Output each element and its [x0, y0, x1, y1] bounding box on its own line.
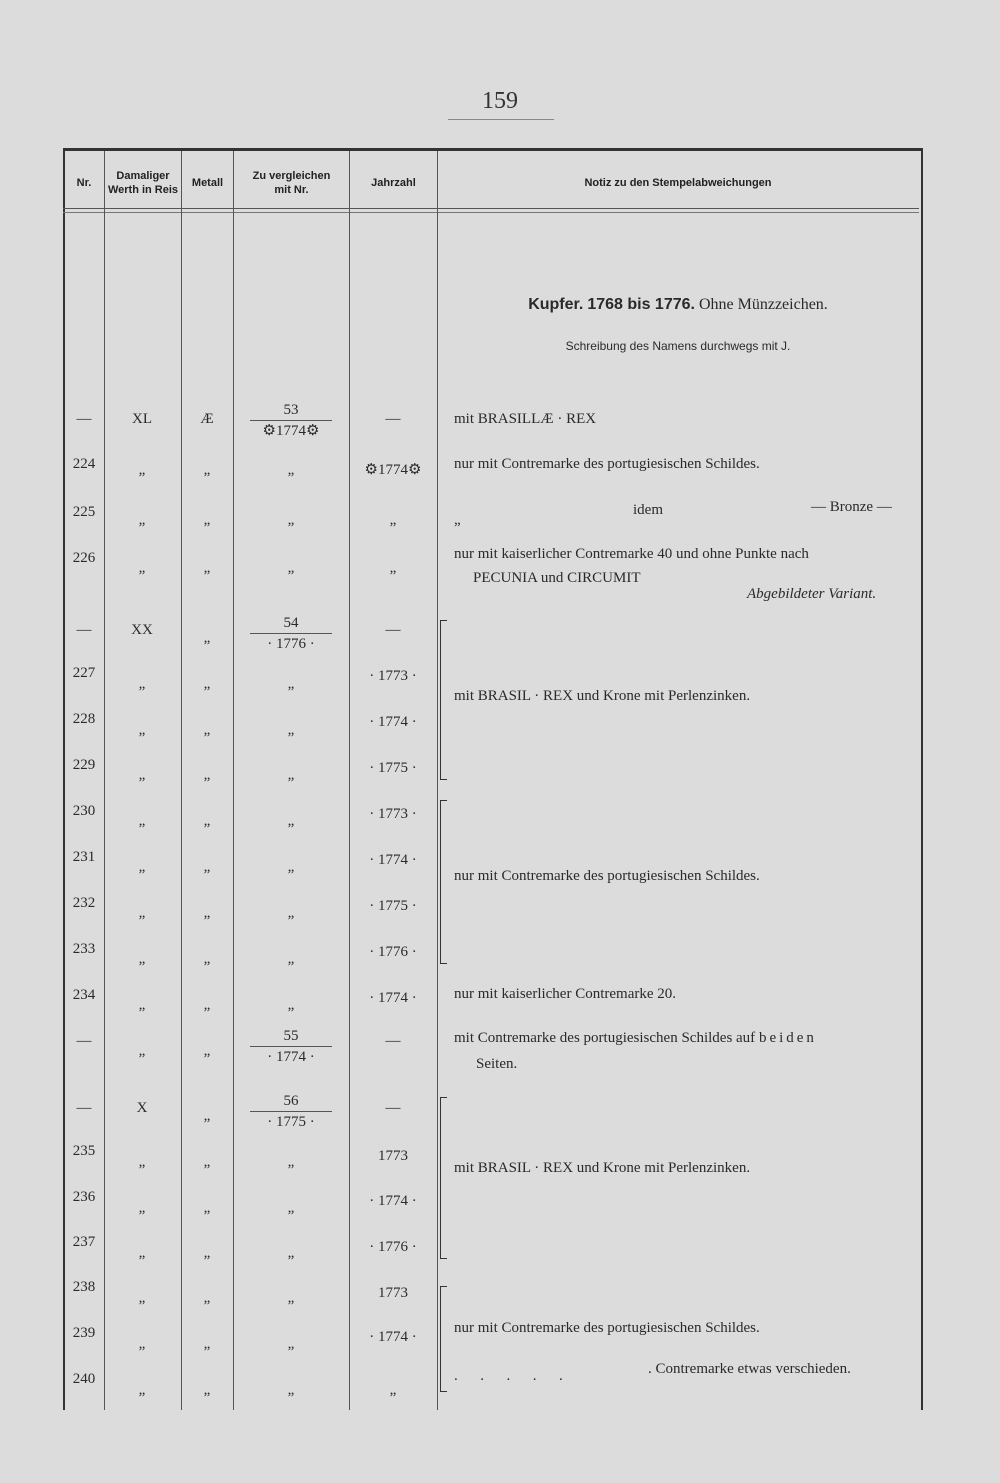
cell-vergleichen	[250, 1026, 332, 1067]
group-note-dots: . . . . .	[454, 1368, 563, 1384]
cell-note: nur mit kaiserlicher Contremarke 20.	[454, 986, 677, 1002]
group-brace	[440, 620, 447, 780]
cell-note-ditto: „	[454, 512, 461, 528]
cell-note-idem: idem	[633, 502, 663, 518]
cell-jahrzahl: · 1775 ·	[369, 760, 417, 776]
cell-nr: 238	[72, 1279, 96, 1295]
section-title	[438, 296, 918, 314]
cell-jahrzahl: · 1773 ·	[369, 668, 417, 684]
cell-werth: „	[138, 997, 146, 1013]
cell-vergleichen: „	[287, 905, 295, 921]
cell-metall: „	[203, 512, 211, 528]
page-number-rule	[448, 119, 554, 120]
cell-werth: „	[138, 1382, 146, 1398]
cell-jahrzahl: · 1774 ·	[369, 990, 417, 1006]
cell-metall: „	[203, 1200, 211, 1216]
vgl-year: · 1776 ·	[267, 636, 315, 652]
cell-vergleichen: „	[287, 1382, 295, 1398]
column-divider	[349, 151, 350, 1410]
cell-werth: „	[138, 512, 146, 528]
cell-nr: 230	[72, 803, 96, 819]
cell-note-text: mit Contremarke des portugiesischen Schildes auf	[454, 1030, 756, 1046]
cell-nr: —	[76, 622, 92, 638]
cell-vergleichen: „	[287, 813, 295, 829]
cell-metall: „	[203, 560, 211, 576]
cell-note: nur mit Contremarke des portugiesischen Schildes.	[454, 456, 760, 472]
cell-nr: 235	[72, 1143, 96, 1159]
cell-jahrzahl: „	[389, 560, 397, 576]
cell-vergleichen: „	[287, 951, 295, 967]
cell-metall: „	[203, 1290, 211, 1306]
cell-nr: 240	[72, 1371, 96, 1387]
header-jahrzahl: Jahrzahl	[371, 177, 416, 189]
cell-werth: „	[138, 1043, 146, 1059]
cell-vergleichen: „	[287, 1154, 295, 1170]
cell-werth: „	[138, 462, 146, 478]
cell-metall: „	[203, 462, 211, 478]
group-brace	[440, 800, 447, 964]
vgl-number: 53	[250, 400, 332, 421]
cell-nr: 228	[72, 711, 96, 727]
cell-note: mit BRASILLÆ · REX	[454, 411, 597, 427]
cell-metall: „	[203, 1382, 211, 1398]
vgl-year: · 1775 ·	[267, 1114, 315, 1130]
cell-jahrzahl: ⚙1774⚙	[364, 462, 422, 478]
group-note: nur mit Contremarke des portugiesischen Schildes.	[454, 868, 760, 884]
cell-jahrzahl: „	[389, 512, 397, 528]
cell-werth: „	[138, 1200, 146, 1216]
vgl-year: · 1774 ·	[267, 1049, 315, 1065]
cell-nr: —	[76, 411, 92, 427]
cell-werth: „	[138, 1336, 146, 1352]
cell-jahrzahl: 1773	[378, 1148, 408, 1164]
cell-vergleichen: „	[287, 512, 295, 528]
cell-note-continued: PECUNIA und CIRCUMIT	[473, 570, 641, 586]
cell-vergleichen: „	[287, 676, 295, 692]
cell-vergleichen: „	[287, 1200, 295, 1216]
cell-nr: 237	[72, 1234, 96, 1250]
cell-jahrzahl: 1773	[378, 1285, 408, 1301]
cell-metall: „	[203, 905, 211, 921]
cell-vergleichen: „	[287, 462, 295, 478]
group-note: mit BRASIL · REX und Krone mit Perlenzinken.	[454, 688, 751, 704]
cell-werth: „	[138, 767, 146, 783]
cell-nr: —	[76, 1033, 92, 1049]
cell-nr: 234	[72, 987, 96, 1003]
cell-werth: XX	[131, 622, 153, 638]
cell-vergleichen: „	[287, 997, 295, 1013]
cell-vergleichen: „	[287, 1245, 295, 1261]
vgl-number: 55	[250, 1026, 332, 1047]
cell-nr: 236	[72, 1189, 96, 1205]
cell-werth: „	[138, 676, 146, 692]
header-rule	[63, 208, 919, 209]
cell-jahrzahl: · 1776 ·	[369, 1239, 417, 1255]
cell-jahrzahl: —	[385, 622, 401, 638]
cell-metall: „	[203, 1336, 211, 1352]
cell-nr: 231	[72, 849, 96, 865]
cell-metall: „	[203, 997, 211, 1013]
cell-metall: „	[203, 859, 211, 875]
cell-metall: „	[203, 1245, 211, 1261]
cell-vergleichen: „	[287, 560, 295, 576]
cell-jahrzahl: · 1776 ·	[369, 944, 417, 960]
cell-vergleichen	[250, 613, 332, 654]
cell-vergleichen: „	[287, 1290, 295, 1306]
group-note-extra: . Contremarke etwas verschieden.	[648, 1361, 851, 1377]
cell-metall: Æ	[200, 411, 214, 427]
group-note: mit BRASIL · REX und Krone mit Perlenzinken.	[454, 1160, 751, 1176]
cell-jahrzahl: —	[385, 411, 401, 427]
header-rule-double	[63, 212, 919, 213]
cell-werth: „	[138, 905, 146, 921]
cell-jahrzahl: · 1774 ·	[369, 852, 417, 868]
cell-jahrzahl: · 1774 ·	[369, 1193, 417, 1209]
cell-jahrzahl: —	[385, 1100, 401, 1116]
group-brace	[440, 1286, 447, 1392]
cell-metall: „	[203, 813, 211, 829]
vgl-number: 56	[250, 1091, 332, 1112]
vgl-number: 54	[250, 613, 332, 634]
cell-werth: „	[138, 560, 146, 576]
cell-metall: „	[203, 1043, 211, 1059]
header-metall: Metall	[191, 177, 224, 189]
header-notiz: Notiz zu den Stempelabweichungen	[584, 177, 772, 189]
cell-nr: 233	[72, 941, 96, 957]
cell-note-variant: Abgebildeter Variant.	[747, 586, 877, 602]
header-vergleichen: Zu vergleichen mit Nr.	[252, 170, 331, 196]
cell-nr: 224	[72, 456, 96, 472]
cell-nr: 226	[72, 550, 96, 566]
cell-jahrzahl: „	[389, 1382, 397, 1398]
section-subtitle: Schreibung des Namens durchwegs mit J.	[565, 339, 791, 353]
cell-vergleichen: „	[287, 1336, 295, 1352]
cell-jahrzahl: · 1774 ·	[369, 1329, 417, 1345]
group-brace	[440, 1097, 447, 1259]
cell-metall: „	[203, 1108, 211, 1124]
cell-werth: „	[138, 1290, 146, 1306]
cell-metall: „	[203, 630, 211, 646]
vgl-year: ⚙1774⚙	[262, 423, 320, 439]
cell-jahrzahl: · 1774 ·	[369, 714, 417, 730]
cell-werth: X	[136, 1100, 148, 1116]
cell-werth: „	[138, 1154, 146, 1170]
cell-jahrzahl: · 1775 ·	[369, 898, 417, 914]
cell-vergleichen: „	[287, 722, 295, 738]
header-nr: Nr.	[76, 177, 92, 189]
cell-nr: 239	[72, 1325, 96, 1341]
section-title-rest: Ohne Münzzeichen.	[698, 296, 828, 313]
cell-note-continued: Seiten.	[476, 1056, 518, 1072]
page-number: 159	[482, 88, 518, 114]
cell-vergleichen: „	[287, 859, 295, 875]
cell-vergleichen: „	[287, 767, 295, 783]
cell-note: nur mit kaiserlicher Contremarke 40 und ohne Punkte nach	[454, 546, 809, 562]
cell-metall: „	[203, 951, 211, 967]
section-title-years: 1768 bis 1776.	[587, 296, 695, 313]
cell-werth: „	[138, 722, 146, 738]
cell-note-bronze: — Bronze —	[811, 499, 892, 515]
group-note: nur mit Contremarke des portugiesischen Schildes.	[454, 1320, 760, 1336]
cell-jahrzahl: · 1773 ·	[369, 806, 417, 822]
cell-metall: „	[203, 1154, 211, 1170]
cell-metall: „	[203, 722, 211, 738]
cell-nr: 225	[72, 504, 96, 520]
cell-werth: „	[138, 859, 146, 875]
cell-nr: 232	[72, 895, 96, 911]
cell-werth: „	[138, 813, 146, 829]
cell-note	[454, 1030, 817, 1047]
cell-nr: 229	[72, 757, 96, 773]
cell-vergleichen	[250, 1091, 332, 1132]
header-werth: Damaliger Werth in Reis	[107, 170, 179, 196]
cell-note-spaced: beiden	[758, 1030, 817, 1046]
cell-werth: „	[138, 951, 146, 967]
cell-werth: XL	[132, 411, 152, 427]
cell-metall: „	[203, 767, 211, 783]
cell-werth: „	[138, 1245, 146, 1261]
cell-nr: —	[76, 1100, 92, 1116]
cell-nr: 227	[72, 665, 96, 681]
section-title-bold: Kupfer.	[528, 296, 584, 313]
cell-metall: „	[203, 676, 211, 692]
cell-vergleichen	[250, 400, 332, 441]
cell-jahrzahl: —	[385, 1033, 401, 1049]
